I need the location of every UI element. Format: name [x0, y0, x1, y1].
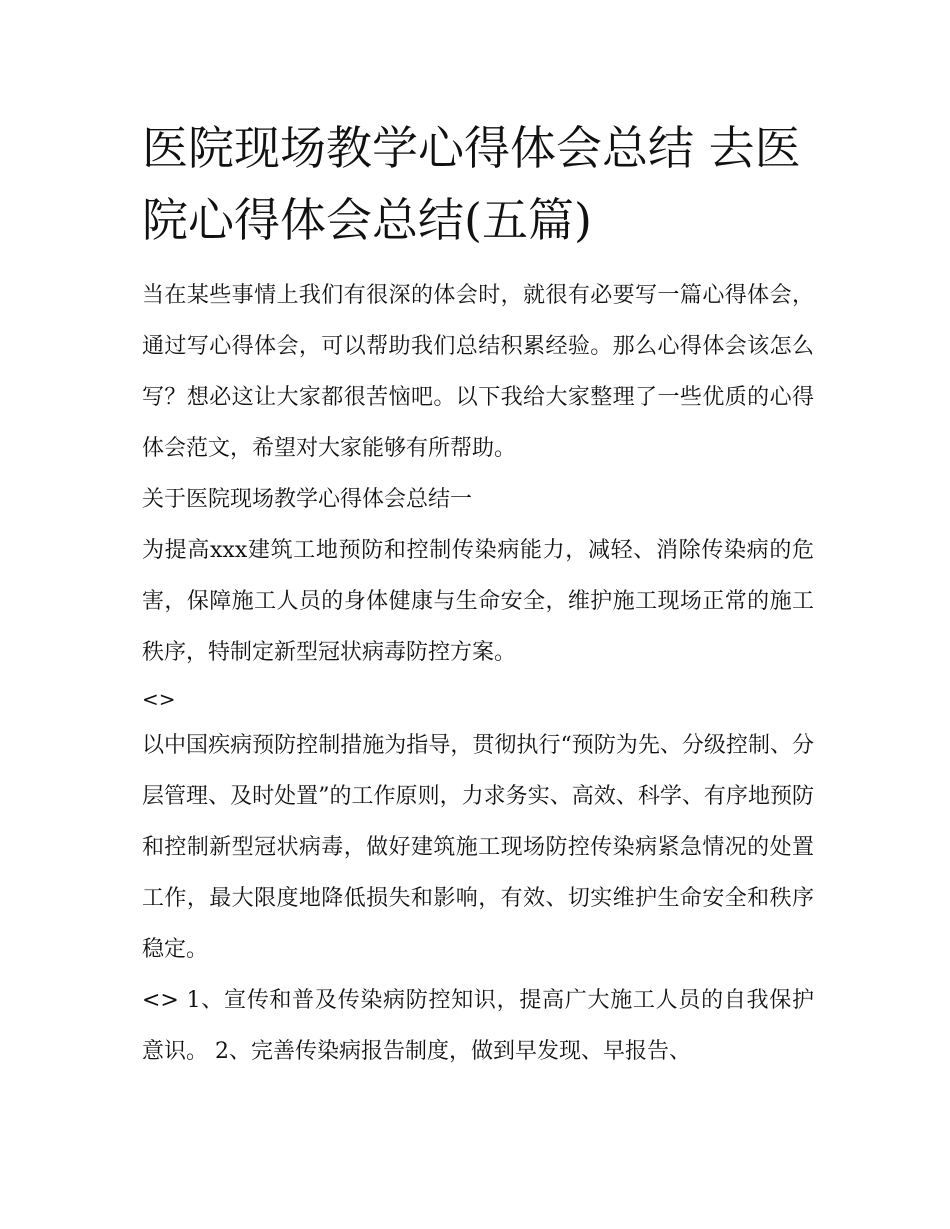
intro-paragraph: 当在某些事情上我们有很深的体会时，就很有必要写一篇心得体会，通过写心得体会，可以帮助我们总结积累经验。那么心得体会该怎么写？想必这让大家都很苦恼吧。以下我给大家整理了一些优质的心得体会范文，希望对大家能够有所帮助。: [142, 283, 814, 461]
body-paragraph-3: <> 1、宣传和普及传染病防控知识，提高广大施工人员的自我保护意识。 2、完善传染病报告制度，做到早发现、早报告、: [142, 988, 814, 1064]
section-heading: 关于医院现场教学心得体会总结一: [142, 487, 473, 512]
document-title: 医院现场教学心得体会总结 去医院心得体会总结(五篇): [142, 121, 801, 247]
placeholder-marker: <>: [142, 687, 176, 711]
document-body: [142, 112, 814, 1077]
body-paragraph-2: 以中国疾病预防控制措施为指导，贯彻执行“预防为先、分级控制、分层管理、及时处置”的工作原则，力求务实、高效、科学、有序地预防和控制新型冠状病毒，做好建筑施工现场防控传染病紧急情况的处置工作，最大限度地降低损失和影响，有效、切实维护生命安全和秩序稳定。: [142, 733, 814, 962]
body-paragraph-1: 为提高xxx建筑工地预防和控制传染病能力，减轻、消除传染病的危害，保障施工人员的身体健康与生命安全，维护施工现场正常的施工秩序，特制定新型冠状病毒防控方案。: [142, 538, 814, 665]
